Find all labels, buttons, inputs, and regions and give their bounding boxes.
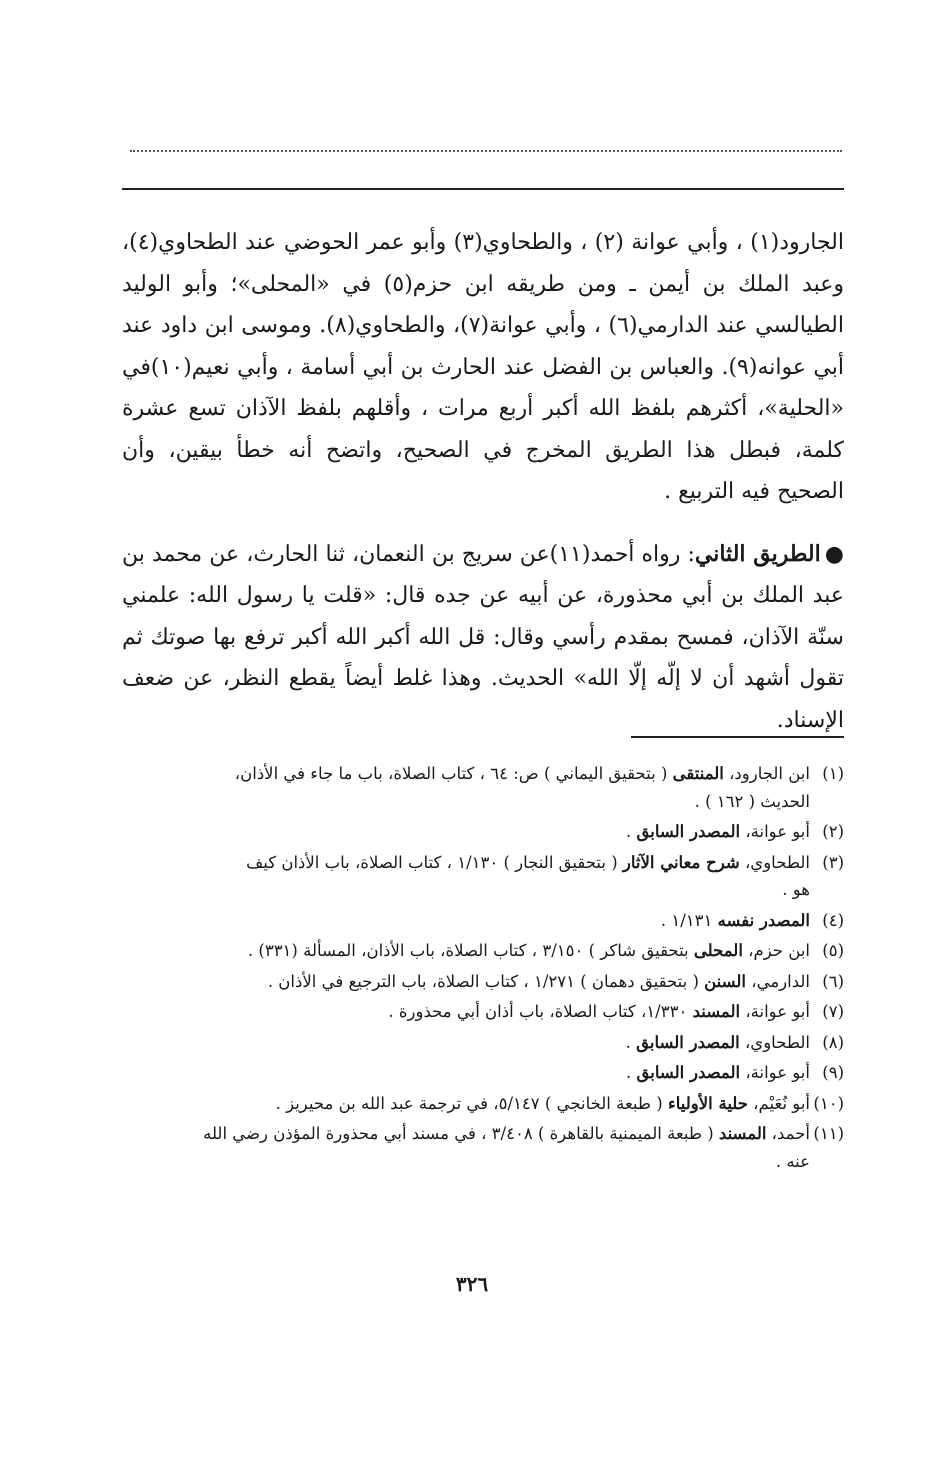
footnote-number: (٨) [822,1032,844,1052]
footnote-9 [122,1059,844,1087]
footnote-number: (٢) [822,822,844,841]
footnote-title: المحلى [693,941,743,960]
page-number: ٣٢٦ [455,1272,489,1296]
header-dotted-line [130,150,842,152]
footnote-author: أبو عوانة، [740,1063,810,1082]
footnote-1 [122,760,844,815]
footnote-number: (١٠) [813,1093,844,1113]
footnote-author: الطحاوي، [739,852,810,872]
footnote-title: شرح معاني الآثار [622,852,740,872]
footnote-author: ابن حزم، [742,941,810,960]
paragraph-2-heading: الطريق الثاني [694,540,821,567]
footnote-3 [122,849,844,904]
footnote-title: المنتقى [672,764,724,783]
footnote-title: المصدر نفسه [717,910,810,930]
footnote-8 [122,1029,844,1057]
footnote-10 [122,1090,844,1118]
footnotes [122,760,844,1178]
footnote-author: أحمد، [766,1124,810,1143]
footnote-author: الطحاوي، [739,1032,810,1052]
footnote-title: السنن [704,971,746,991]
footnote-detail: ١/٣٣٠، كتاب الصلاة، باب أذان أبي محذورة . [388,1002,693,1021]
footnote-author: أبو عوانة، [740,822,810,841]
footnote-number: (٦) [822,971,844,991]
footnote-rule [631,736,844,738]
footnote-detail: ( طبعة الخانجي ) ٥/١٤٧، في ترجمة عبد الله بن محيريز . [275,1093,668,1113]
footnote-detail: ( بتحقيق النجار ) ١/١٣٠ ، كتاب الصلاة، باب الأذان كيف [246,852,623,872]
footnote-number: (١١) [813,1124,844,1143]
footnote-number: (٩) [822,1063,844,1082]
main-body [122,222,844,741]
footnote-number: (٧) [822,1002,844,1021]
footnote-number: (١) [822,764,844,783]
footnote-5 [122,937,844,965]
footnote-number: (٥) [822,941,844,960]
paragraph-2-body: : رواه أحمد(١١)عن سريج بن النعمان، ثنا الحارث، عن محمد بن عبد الملك بن أبي محذورة، عن أبيه عن جده قال: «قلت يا رسول الله: علمني سنّة الآذان، فمسح بمقدم رأسي وقال: قل الله أكبر الله أكبر ترفع بها صوتك ثم تقول أشهد أن لا إلّه إلّا الله» الحديث. وهذا غلط أيضاً يقطع النظر، عن ضعف الإسناد. [122,541,844,733]
footnote-detail: ( بتحقيق اليماني ) ص: ٦٤ ، كتاب الصلاة، باب ما جاء في الأذان، [234,764,673,783]
footnote-11 [122,1120,844,1175]
footnote-author: ابن الجارود، [723,764,810,783]
footnote-title: المصدر السابق [636,1032,740,1052]
footnote-detail: . [625,1032,637,1052]
footnote-title: المصدر السابق [636,1063,741,1082]
footnote-title: المسند [718,1124,767,1143]
footnote-number: (٤) [822,910,844,930]
footnote-continuation: عنه . [775,1151,810,1171]
footnote-6 [122,968,844,996]
paragraph-2 [122,534,844,742]
footnote-author: الدارمي، [746,971,810,991]
footnote-7 [122,998,844,1026]
footnote-detail: ( بتحقيق دهمان ) ١/٢٧١ ، كتاب الصلاة، باب الترجيع في الأذان . [267,971,705,991]
footnote-detail: ( طبعة الميمنية بالقاهرة ) ٣/٤٠٨ ، في مسند أبي محذورة المؤذن رضي الله [203,1124,719,1143]
footnote-detail: بتحقيق شاكر ) ٣/١٥٠ ، كتاب الصلاة، باب الأذان، المسألة (٣٣١) . [247,941,694,960]
footnote-title: حلية الأولياء [667,1093,748,1113]
paragraph-1: الجارود(١) ، وأبي عوانة (٢) ، والطحاوي(٣) وأبو عمر الحوضي عند الطحاوي(٤)، وعبد الملك بن أيمن ـ ومن طريقه ابن حزم(٥) في «المحلى»؛ وأبو الوليد الطيالسي عند الدارمي(٦) ، وأبي عوانة(٧)، والطحاوي(٨). وموسى ابن داود عند أبي عوانه(٩). والعباس بن الفضل عند الحارث بن أبي أسامة ، وأبي نعيم(١٠)في «الحلية»، أكثرهم بلفظ الله أكبر أربع مرات ، وأقلهم بلفظ الآذان تسع عشرة كلمة، فبطل هذا الطريق المخرج في الصحيح، واتضح أنه خطأ بيقين، وأن الصحيح فيه التربيع . [122,230,844,504]
bullet-icon: ● [824,540,845,567]
footnote-2 [122,818,844,846]
footnote-detail: . [626,1063,637,1082]
footnote-continuation: الحديث ( ١٦٢ ) . [694,791,810,811]
footnote-detail: ١/١٣١ . [660,910,718,930]
footnote-title: المصدر السابق [636,822,741,841]
footnote-author: أبو عوانة، [740,1002,810,1021]
footnote-4 [122,907,844,935]
footnote-continuation: هو . [782,880,810,899]
footnote-detail: . [626,822,637,841]
footnote-number: (٣) [822,852,844,872]
header-rule [122,188,844,190]
footnote-author: أبو نُعَيْم، [747,1093,810,1113]
footnote-title: المسند [692,1002,741,1021]
